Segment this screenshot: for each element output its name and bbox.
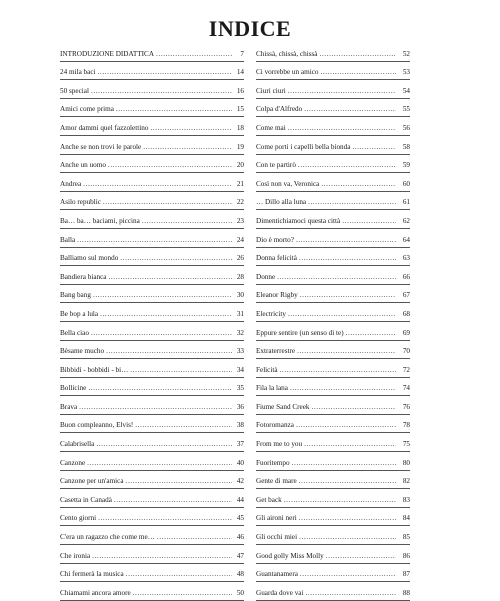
dot-leader [321,180,396,189]
entry-page-number: 30 [236,291,244,300]
entry-page-number: 63 [402,254,410,263]
entry-page-number: 69 [402,328,410,337]
dot-leader [108,161,232,170]
entry-page-number: 32 [236,328,244,337]
index-entry [60,248,244,267]
entry-page-number: 24 [236,235,244,244]
dot-leader [297,347,396,356]
entry-page-number: 37 [236,440,244,449]
dot-leader [288,124,396,133]
entry-title: Bandiera bianca [60,272,107,281]
dot-leader [300,291,396,300]
dot-leader [292,459,396,468]
entry-title: C'era un ragazzo che come me… [60,533,155,542]
dot-leader [135,421,232,430]
entry-title: Come mai [256,123,286,132]
entry-title: 24 mila baci [60,68,96,77]
dot-leader [130,366,232,375]
index-entry [256,359,410,378]
index-entry [256,582,410,601]
entry-title: Calabrisella [60,440,95,449]
entry-page-number: 46 [236,533,244,542]
entry-title: Casetta in Canadà [60,495,112,504]
dot-leader [88,384,232,393]
dot-leader [304,105,396,114]
entry-title: INTRODUZIONE DIDATTICA [60,49,155,58]
entry-title: Eppure sentire (un senso di te) [256,328,344,337]
entry-page-number: 22 [236,198,244,207]
entry-title: Good golly Miss Molly [256,551,324,560]
dot-leader [133,589,232,598]
entry-page-number: 14 [236,68,244,77]
entry-title: Get back [256,495,282,504]
index-entry [256,80,410,99]
dot-leader [106,347,232,356]
dot-leader [280,366,396,375]
dot-leader [98,514,232,523]
entry-page-number: 36 [236,402,244,411]
dot-leader [346,329,396,338]
dot-leader [320,50,397,59]
index-entry [256,452,410,471]
entry-page-number: 62 [402,216,410,225]
entry-page-number: 21 [236,179,244,188]
entry-title: Ciuri ciuri [256,86,286,95]
index-entry [60,582,244,601]
index-entry [60,545,244,564]
entry-page-number: 54 [402,86,410,95]
entry-page-number: 40 [236,458,244,467]
entry-title: Chi fermerà la musica [60,570,124,579]
entry-page-number: 19 [236,142,244,151]
entry-page-number: 47 [236,551,244,560]
index-entry [256,322,410,341]
index-entry [60,173,244,192]
dot-leader [320,68,396,77]
index-entry [256,433,410,452]
entry-page-number: 86 [402,551,410,560]
entry-page-number: 82 [402,477,410,486]
entry-page-number: 26 [236,254,244,263]
entry-title: Guantanamera [256,570,298,579]
index-entry [256,341,410,360]
entry-title: Dimentichiamoci questa città [256,216,341,225]
index-entry [60,322,244,341]
entry-page-number: 72 [402,365,410,374]
entry-page-number: 67 [402,291,410,300]
index-entry [60,452,244,471]
index-entry [60,80,244,99]
entry-page-number: 15 [236,105,244,114]
dot-leader [109,273,233,282]
dot-leader [342,217,396,226]
entry-title: … Dillo alla luna [256,198,307,207]
dot-leader [143,143,232,152]
dot-leader [277,273,396,282]
dot-leader [77,236,232,245]
entry-page-number: 23 [236,216,244,225]
dot-leader [126,570,232,579]
dot-leader [114,496,232,505]
index-entry [256,526,410,545]
entry-title: Fiume Sand Creek [256,402,310,411]
index-entry [60,303,244,322]
entry-page-number: 78 [402,421,410,430]
index-entry [256,508,410,527]
entry-title: Gli occhi miei [256,533,298,542]
entry-title: Andrea [60,179,82,188]
index-entry [256,471,410,490]
index-entry [256,303,410,322]
entry-page-number: 53 [402,68,410,77]
entry-title: Cento giorni [60,514,97,523]
dot-leader [100,310,232,319]
index-column-left [60,43,244,601]
entry-title: Electricity [256,309,286,318]
entry-page-number: 56 [402,123,410,132]
entry-page-number: 88 [402,588,410,597]
entry-page-number: 58 [402,142,410,151]
entry-title: Ci vorrebbe un amico [256,68,319,77]
entry-page-number: 42 [236,477,244,486]
entry-title: Dio è morto? [256,235,294,244]
index-entry [256,248,410,267]
entry-title: Extraterrestre [256,347,296,356]
entry-page-number: 59 [402,161,410,170]
entry-title: Canzone [60,458,86,467]
entry-title: Donna felicità [256,254,297,263]
entry-title: Amici come prima [60,105,114,114]
index-entry [60,117,244,136]
dot-leader [98,68,232,77]
entry-page-number: 35 [236,384,244,393]
entry-page-number: 66 [402,272,410,281]
dot-leader [299,254,396,263]
index-column-right [256,43,410,601]
index-entry [256,99,410,118]
index-entry [60,229,244,248]
index-entry [60,433,244,452]
entry-page-number: 84 [402,514,410,523]
entry-page-number: 83 [402,495,410,504]
entry-page-number: 7 [240,49,244,58]
index-entry [60,62,244,81]
entry-page-number: 16 [236,86,244,95]
entry-page-number: 70 [402,347,410,356]
entry-page-number: 64 [402,235,410,244]
entry-page-number: 45 [236,514,244,523]
index-entry [256,489,410,508]
index-entry [60,526,244,545]
dot-leader [284,496,396,505]
index-entry [60,489,244,508]
entry-title: Bollicine [60,384,87,393]
entry-page-number: 60 [402,179,410,188]
dot-leader [308,198,396,207]
index-entry [60,508,244,527]
entry-title: Eleanor Rigby [256,291,298,300]
index-entry [60,266,244,285]
index-entry [256,173,410,192]
index-entry [256,229,410,248]
entry-title: Buon compleanno, Elvis! [60,421,134,430]
index-entry [256,396,410,415]
index-entry [256,155,410,174]
dot-leader [288,87,396,96]
index-entry [60,378,244,397]
index-entry [60,564,244,583]
index-entry [256,192,410,211]
entry-page-number: 28 [236,272,244,281]
index-entry [60,471,244,490]
dot-leader [290,384,396,393]
entry-page-number: 68 [402,309,410,318]
entry-title: Gli aironi neri [256,514,297,523]
entry-title: Bèsame mucho [60,347,105,356]
dot-leader [296,236,396,245]
index-entry [60,396,244,415]
index-entry [60,415,244,434]
dot-leader [79,403,232,412]
dot-leader [326,552,396,561]
entry-title: Be bop a lula [60,309,99,318]
dot-leader [300,570,396,579]
index-entry [60,285,244,304]
entry-page-number: 18 [236,123,244,132]
index-entry [256,266,410,285]
dot-leader [116,105,232,114]
dot-leader [87,459,232,468]
dot-leader [299,533,396,542]
entry-title: Anche se non trovi le parole [60,142,142,151]
entry-page-number: 34 [236,365,244,374]
entry-title: Brava [60,402,78,411]
index-entry [60,192,244,211]
dot-leader [304,440,396,449]
dot-leader [103,198,232,207]
dot-leader [288,310,396,319]
entry-title: Colpa d'Alfredo [256,105,303,114]
entry-title: Così non va, Veronica [256,179,320,188]
entry-title: Ba… ba… baciami, piccina [60,216,140,225]
dot-leader [96,440,232,449]
dot-leader [91,329,232,338]
dot-leader [299,477,396,486]
entry-title: Balla [60,235,76,244]
entry-title: Anche un uomo [60,161,106,170]
index-entry [256,117,410,136]
entry-title: Fila la lana [256,384,288,393]
entry-page-number: 87 [402,570,410,579]
entry-title: Canzone per un'amica [60,477,124,486]
dot-leader [150,124,232,133]
entry-page-number: 80 [402,458,410,467]
entry-title: Bella ciao [60,328,89,337]
dot-leader [352,143,396,152]
entry-title: From me to you [256,440,303,449]
index-entry [60,341,244,360]
entry-title: Gente di mare [256,477,297,486]
index-entry [60,359,244,378]
entry-title: Bibbidi - bobbidi - bi… [60,365,129,374]
entry-page-number: 75 [402,440,410,449]
dot-leader [142,217,232,226]
index-entry [256,62,410,81]
entry-title: Amor dammi quel fazzolettino [60,123,149,132]
dot-leader [93,291,232,300]
dot-leader [298,161,396,170]
entry-page-number: 61 [402,198,410,207]
dot-leader [157,533,232,542]
index-entry [256,136,410,155]
entry-title: Chissà, chissà, chissà [256,49,318,58]
entry-page-number: 48 [236,570,244,579]
index-entry [60,99,244,118]
dot-leader [83,180,232,189]
dot-leader [299,514,396,523]
entry-page-number: 31 [236,309,244,318]
dot-leader [91,87,232,96]
entry-title: 50 special [60,86,89,95]
entry-title: Bang bang [60,291,91,300]
index-entry [256,285,410,304]
entry-title: Come porti i capelli bella bionda [256,142,351,151]
dot-leader [126,477,232,486]
index-entry [256,415,410,434]
entry-page-number: 85 [402,533,410,542]
entry-page-number: 50 [236,588,244,597]
entry-title: Chiamami ancora amore [60,588,131,597]
entry-page-number: 44 [236,495,244,504]
entry-page-number: 74 [402,384,410,393]
index-entry [60,155,244,174]
index-entry [256,378,410,397]
dot-leader [156,50,232,59]
index-entry [256,545,410,564]
index-entry [256,210,410,229]
entry-page-number: 33 [236,347,244,356]
entry-page-number: 76 [402,402,410,411]
index-entry [60,136,244,155]
entry-page-number: 20 [236,161,244,170]
entry-title: Fuoritempo [256,458,290,467]
entry-title: Donne [256,272,276,281]
dot-leader [312,403,397,412]
index-entry [256,43,410,62]
index-entry [60,43,244,62]
entry-title: Che ironia [60,551,91,560]
entry-title: Asilo republic [60,198,101,207]
dot-leader [306,589,397,598]
entry-page-number: 55 [402,105,410,114]
entry-title: Fotoromanza [256,421,294,430]
entry-page-number: 52 [402,49,410,58]
page-title: INDICE [208,16,292,41]
dot-leader [120,254,232,263]
dot-leader [92,552,232,561]
entry-title: Balliamo sul mondo [60,254,119,263]
index-entry [60,210,244,229]
dot-leader [296,421,396,430]
entry-title: Con te partirò [256,161,296,170]
index-entry [256,564,410,583]
entry-title: Guarda dove vai [256,588,304,597]
entry-page-number: 38 [236,421,244,430]
entry-title: Felicità [256,365,278,374]
